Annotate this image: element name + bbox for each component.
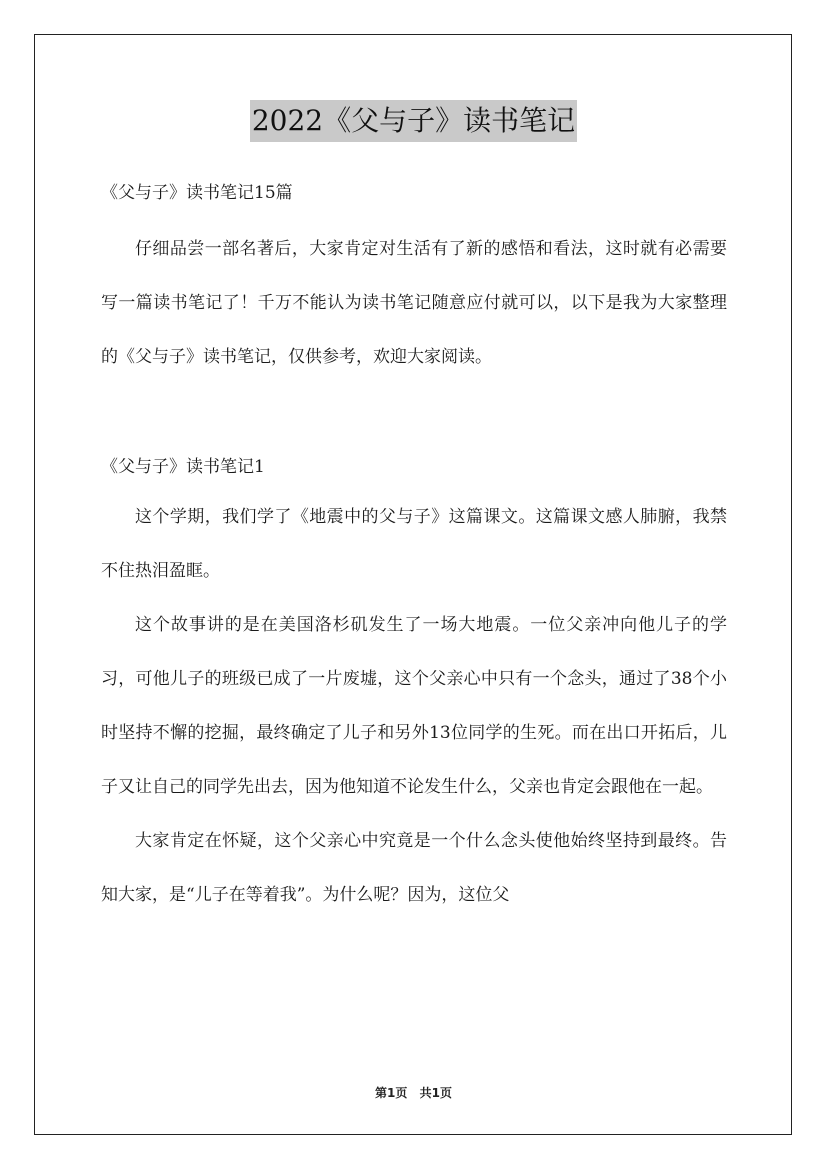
document-title: 2022《父与子》读书笔记 [250, 100, 577, 142]
page-number: 第1页 [375, 1086, 408, 1100]
intro-paragraph: 仔细品尝一部名著后，大家肯定对生活有了新的感悟和看法，这时就有必需要写一篇读书笔记了！千万不能认为读书笔记随意应付就可以，以下是我为大家整理的《父与子》读书笔记，仅供参考，欢迎大家阅读。 [101, 239, 727, 367]
document-body [101, 172, 727, 922]
document-subtitle: 《父与子》读书笔记15篇 [101, 183, 293, 203]
section-spacer [101, 384, 727, 450]
title-container [0, 100, 827, 142]
section-heading: 《父与子》读书笔记1 [101, 457, 265, 477]
body-paragraph-2: 这个故事讲的是在美国洛杉矶发生了一场大地震。一位父亲冲向他儿子的学习，可他儿子的班级已成了一片废墟，这个父亲心中只有一个念头，通过了38个小时坚持不懈的挖掘，最终确定了儿子和另外13位同学的生死。而在出口开拓后，儿子又让自己的同学先出去，因为他知道不论发生什么，父亲也肯定会跟他在一起。 [101, 615, 727, 797]
body-paragraph-1: 这个学期，我们学了《地震中的父与子》这篇课文。这篇课文感人肺腑，我禁不住热泪盈眶。 [101, 507, 727, 581]
page-total: 共1页 [419, 1086, 452, 1100]
body-paragraph-3: 大家肯定在怀疑，这个父亲心中究竟是一个什么念头使他始终坚持到最终。告知大家，是“儿子在等着我”。为什么呢？因为，这位父 [101, 831, 727, 905]
page-footer [0, 1084, 827, 1101]
